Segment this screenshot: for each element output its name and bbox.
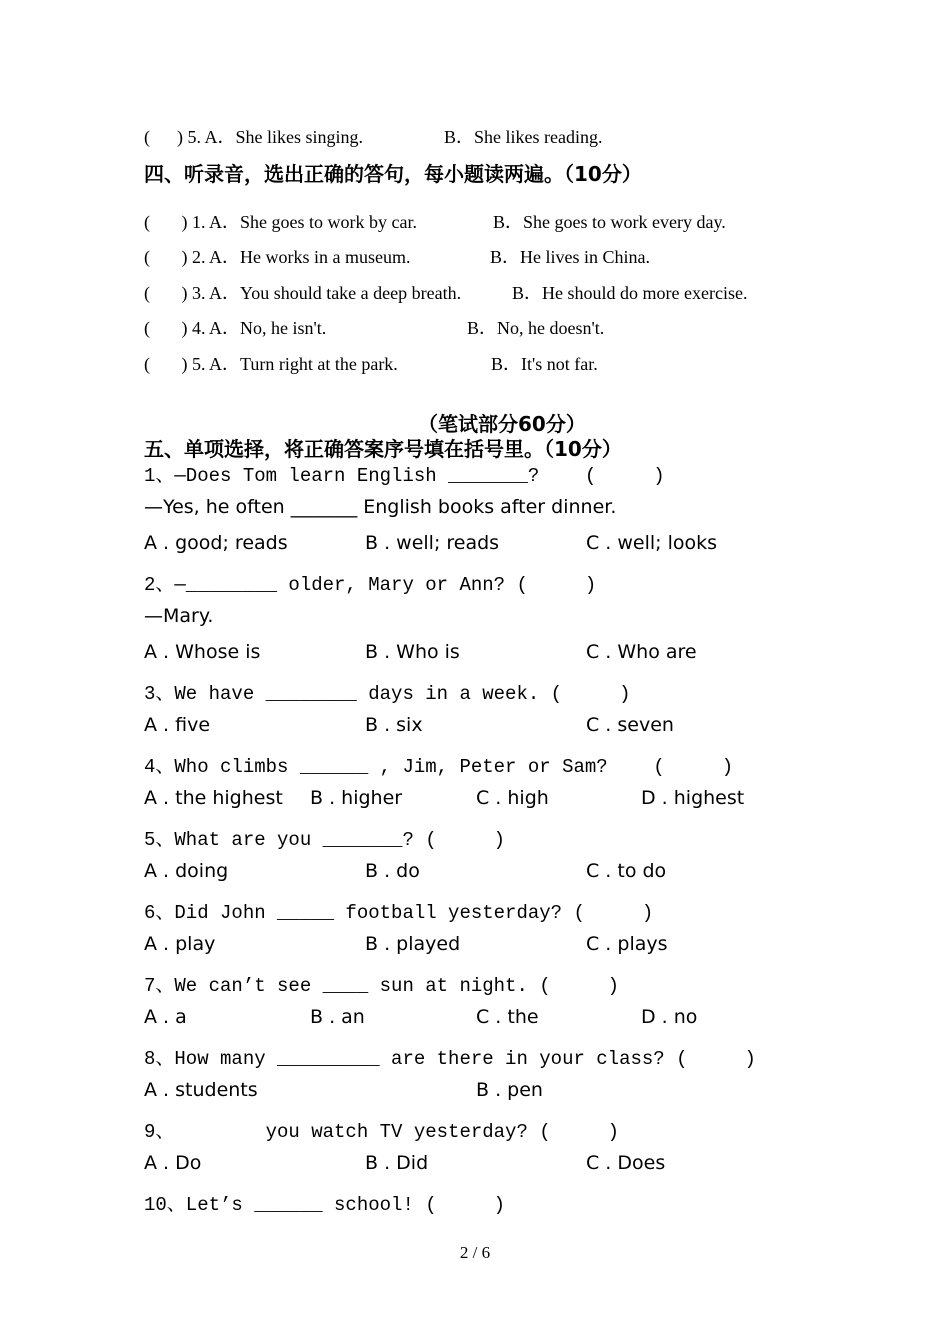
sec4-item-4-option-a: ( ) 4. A．No, he isn't. [144, 318, 327, 338]
section-4-heading: 四、听录音，选出正确的答句，每小题读两遍。（10分） [144, 162, 642, 186]
q6-option-c: C . plays [586, 933, 668, 955]
q9-option-c: C . Does [586, 1152, 666, 1174]
q2-stem: 2、—________ older, Mary or Ann? ( ) [144, 574, 597, 596]
q2-answer-line: —Mary. [144, 605, 214, 627]
q5-stem: 5、What are you _______? ( ) [144, 829, 506, 851]
q3-option-b: B . six [365, 714, 423, 736]
q3-option-a: A . five [144, 714, 211, 736]
page-number: 2 / 6 [459, 1243, 491, 1262]
q4-option-a: A . the highest [144, 787, 283, 809]
q10-stem: 10、Let’s ______ school! ( ) [144, 1194, 506, 1216]
q1-answer-line: —Yes, he often _______ English books after dinner. [144, 496, 617, 518]
q4-option-c: C . high [476, 787, 549, 809]
q7-option-a: A . a [144, 1006, 187, 1028]
q3-option-c: C . seven [586, 714, 674, 736]
sec4-item-5-option-a: ( ) 5. A．Turn right at the park. [144, 354, 398, 374]
listening-q5-option-a: ( ) 5. A．She likes singing. [144, 127, 363, 147]
q1-option-c: C . well; looks [586, 532, 718, 554]
q6-option-a: A . play [144, 933, 216, 955]
q5-option-a: A . doing [144, 860, 229, 882]
q4-option-b: B . higher [310, 787, 403, 809]
q6-option-b: B . played [365, 933, 461, 955]
q2-option-b: B . Who is [365, 641, 460, 663]
q6-stem: 6、Did John _____ football yesterday? ( ) [144, 902, 654, 924]
sec4-item-3-option-b: B．He should do more exercise. [512, 283, 748, 303]
q7-stem: 7、We can’t see ____ sun at night. ( ) [144, 975, 620, 997]
sec4-item-2-option-b: B．He lives in China. [490, 247, 650, 267]
sec4-item-2-option-a: ( ) 2. A．He works in a museum. [144, 247, 411, 267]
sec4-item-3-option-a: ( ) 3. A．You should take a deep breath. [144, 283, 462, 303]
q9-stem: 9、 you watch TV yesterday? ( ) [144, 1121, 620, 1143]
q1-option-a: A . good; reads [144, 532, 288, 554]
q2-option-a: A . Whose is [144, 641, 261, 663]
q4-option-d: D . highest [641, 787, 745, 809]
q5-option-b: B . do [365, 860, 420, 882]
q5-option-c: C . to do [586, 860, 667, 882]
q9-option-b: B . Did [365, 1152, 429, 1174]
q8-option-b: B . pen [476, 1079, 543, 1101]
q8-stem: 8、How many _________ are there in your class? ( ) [144, 1048, 756, 1070]
section-5-heading: 五、单项选择，将正确答案序号填在括号里。（10分） [144, 437, 622, 461]
sec4-item-4-option-b: B．No, he doesn't. [467, 318, 605, 338]
q7-option-b: B . an [310, 1006, 365, 1028]
sec4-item-1-option-a: ( ) 1. A．She goes to work by car. [144, 212, 417, 232]
q8-option-a: A . students [144, 1079, 258, 1101]
q2-option-c: C . Who are [586, 641, 697, 663]
listening-q5-option-b: B．She likes reading. [444, 127, 603, 147]
sec4-item-5-option-b: B．It's not far. [491, 354, 598, 374]
q1-option-b: B . well; reads [365, 532, 500, 554]
q1-stem: 1、—Does Tom learn English _______? ( ) [144, 465, 665, 487]
sec4-item-1-option-b: B．She goes to work every day. [493, 212, 726, 232]
q3-stem: 3、We have ________ days in a week. ( ) [144, 683, 631, 705]
q4-stem: 4、Who climbs ______ , Jim, Peter or Sam? ( ) [144, 756, 734, 778]
q9-option-a: A . Do [144, 1152, 202, 1174]
q7-option-c: C . the [476, 1006, 539, 1028]
written-part-title: （笔试部分60分） [418, 412, 586, 436]
q7-option-d: D . no [641, 1006, 698, 1028]
